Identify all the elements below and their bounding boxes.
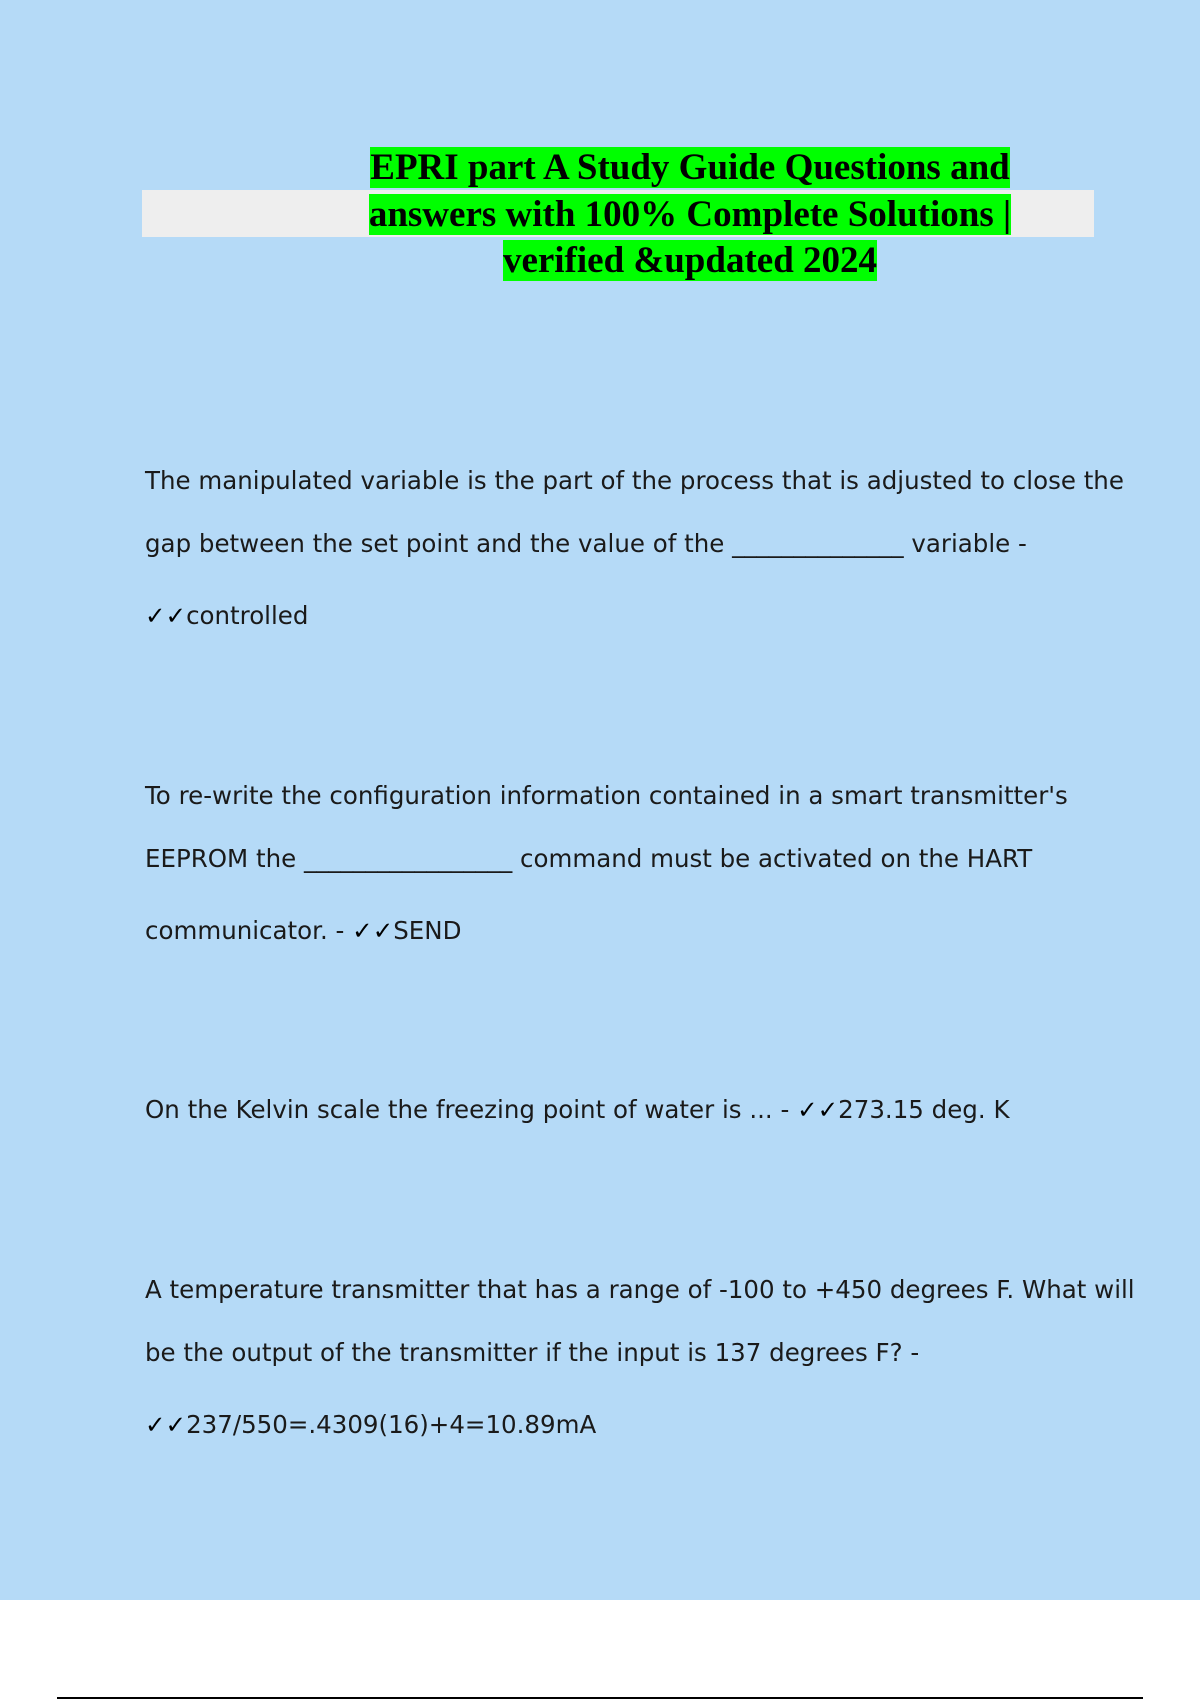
answer-2-text: SEND bbox=[393, 916, 462, 945]
answer-1 bbox=[145, 601, 308, 631]
title-line-2: answers with 100% Complete Solutions | bbox=[368, 193, 1012, 235]
question-1-line-1: The manipulated variable is the part of the process that is adjusted to close the bbox=[145, 466, 1124, 495]
question-2-line-1: To re-write the configuration information contained in a smart transmitter's bbox=[145, 781, 1068, 810]
check-icon: ✓✓ bbox=[145, 1410, 187, 1439]
answer-4 bbox=[145, 1410, 596, 1440]
question-3-text: On the Kelvin scale the freezing point of water is ... - bbox=[145, 1095, 798, 1124]
question-3 bbox=[145, 1095, 1010, 1125]
answer-3-text: 273.15 deg. K bbox=[838, 1095, 1010, 1124]
check-icon: ✓✓ bbox=[352, 916, 394, 945]
question-4-line-2: be the output of the transmitter if the input is 137 degrees F? - bbox=[145, 1338, 920, 1367]
title-line-3: verified &updated 2024 bbox=[502, 240, 878, 281]
check-icon: ✓✓ bbox=[145, 601, 187, 630]
answer-4-text: 237/550=.4309(16)+4=10.89mA bbox=[186, 1410, 597, 1439]
answer-2 bbox=[145, 916, 461, 946]
answer-1-text: controlled bbox=[186, 601, 309, 630]
answer-2-prefix: communicator. - bbox=[145, 916, 353, 945]
question-4-line-1: A temperature transmitter that has a range of -100 to +450 degrees F. What will bbox=[145, 1275, 1135, 1304]
question-1-line-2: gap between the set point and the value of the ______________ variable - bbox=[145, 529, 1027, 558]
question-2-line-2: EEPROM the _________________ command must be activated on the HART bbox=[145, 844, 1033, 873]
document-title bbox=[340, 145, 1040, 285]
title-line-1: EPRI part A Study Guide Questions and bbox=[370, 147, 1010, 188]
check-icon: ✓✓ bbox=[797, 1095, 839, 1124]
footer-rule bbox=[57, 1697, 1143, 1699]
